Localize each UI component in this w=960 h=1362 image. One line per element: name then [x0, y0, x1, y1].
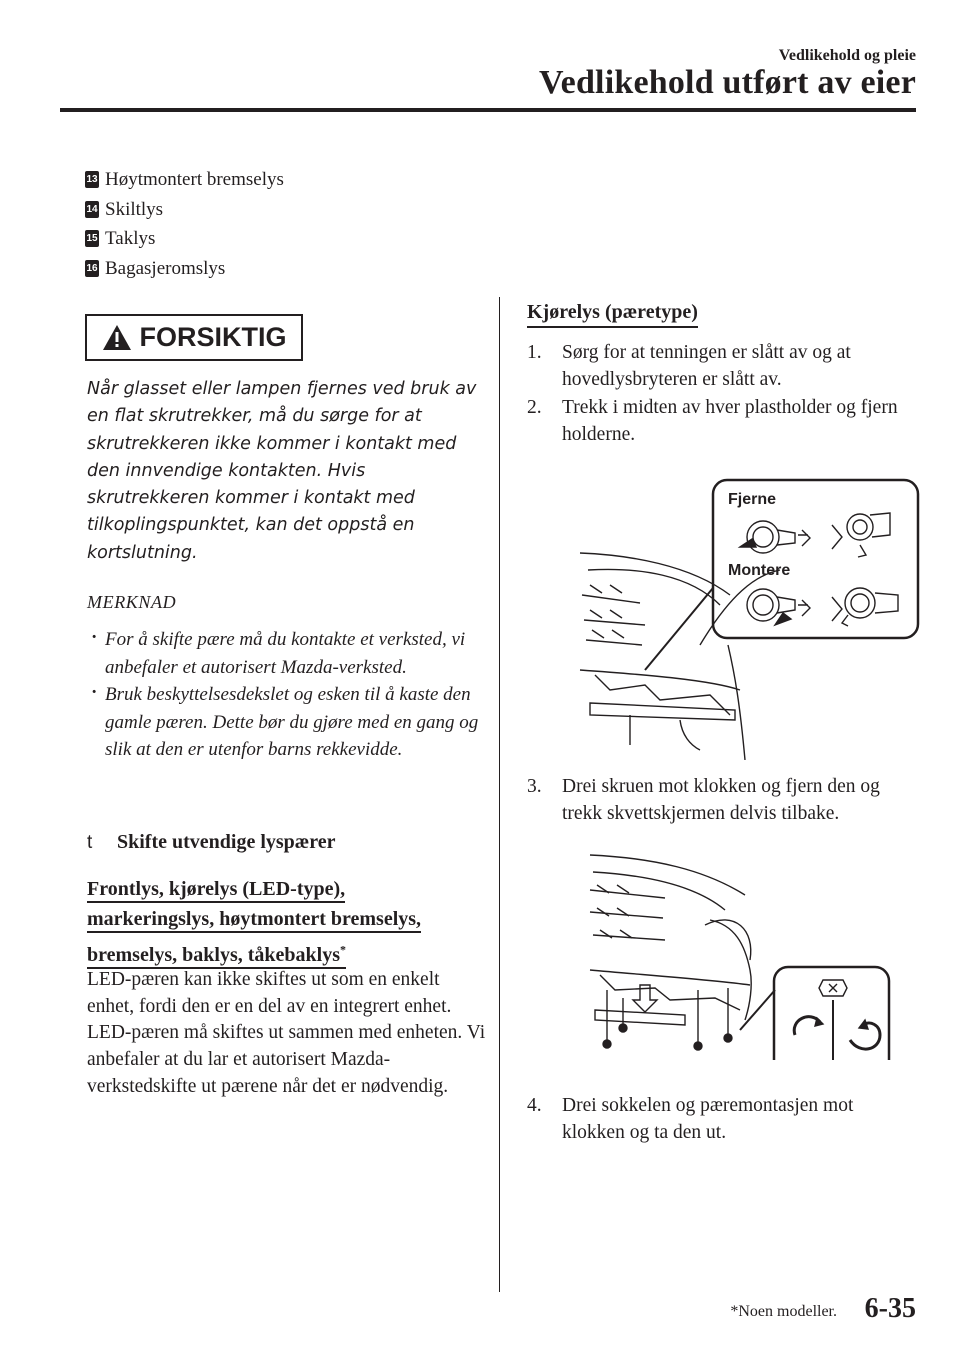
step-number: 1. [527, 342, 542, 363]
step-text: Trekk i midten av hver plastholder og fjern holderne. [562, 397, 898, 445]
step-text: Drei skruen mot klokken og fjern den og trekk skvettskjermen delvis tilbake. [562, 776, 880, 824]
legend-number: 14 [85, 201, 99, 218]
legend-label: Taklys [105, 228, 156, 249]
legend-item [85, 195, 284, 225]
model-footnote-mark: * [340, 942, 347, 956]
step-number: 4. [527, 1095, 542, 1116]
step-text: Drei sokkelen og pæremontasjen mot klokken og ta den ut. [562, 1095, 854, 1143]
note-title: MERKNAD [87, 592, 177, 612]
step-list-c [527, 1093, 917, 1146]
legend-number: 16 [85, 260, 99, 277]
header-rule [60, 108, 916, 112]
led-paragraph: LED-pæren må skiftes ut sammen med enheten. Vi anbefaler at du lar et autorisert Mazda-verkstedskifte ut pærene når det er nødvendig. [87, 1022, 486, 1097]
led-heading-line-text: bremselys, baklys, tåkebaklys [87, 943, 341, 966]
led-heading-line: markeringslys, høytmontert bremselys, [87, 908, 421, 933]
step [527, 340, 917, 393]
step-number: 3. [527, 776, 542, 797]
step [527, 1093, 917, 1146]
lamp-legend [85, 165, 284, 283]
footnote: *Noen modeller. [730, 1303, 837, 1320]
section-title: Vedlikehold utført av eier [539, 64, 916, 101]
caution-text: Når glasset eller lampen fjernes ved bruk av en flat skrutrekker, må du sørge for at skrutrekkeren ikke kommer i kontakt med den innvendige kontakten. Hvis skrutrekkeren kommer i kontakt med tilkoplingspunktet, kan det oppstå en kortslutning. [87, 379, 477, 563]
caution-label: FORSIKTIG [139, 322, 287, 352]
step-number: 2. [527, 397, 542, 418]
remove-label: Fjerne [728, 491, 777, 508]
step-text: Sørg for at tenningen er slått av og at hovedlysbryteren er slått av. [562, 342, 851, 390]
section-heading-text: Skifte utvendige lyspærer [117, 831, 336, 853]
legend-item [85, 165, 284, 195]
column-divider [499, 297, 500, 1292]
legend-item [85, 224, 284, 254]
legend-label: Bagasjeromslys [105, 257, 226, 279]
led-body [87, 967, 487, 1101]
led-heading [87, 874, 421, 970]
step-list-b [527, 774, 917, 827]
legend-number: 15 [85, 230, 99, 247]
led-heading-line [87, 944, 346, 969]
note-item: · Bruk beskyttelsesdekslet og esken til å kaste den gamle pæren. Dette bør du gjøre med en gang og slik at den er utenfor barns rekkevidde. [87, 681, 487, 764]
install-label: Montere [728, 562, 791, 579]
clip-removal-figure [570, 475, 920, 760]
led-paragraph: LED-pæren kan ikke skiftes ut som en enkelt enhet, fordi den er en del av en integrert enhet. [87, 969, 452, 1017]
legend-number: 13 [85, 171, 99, 188]
drl-heading [527, 301, 698, 324]
caution-box [85, 314, 303, 361]
step [527, 774, 917, 827]
chapter-title: Vedlikehold og pleie [778, 47, 916, 64]
led-heading-line: Frontlys, kjørelys (LED-type), [87, 878, 345, 903]
legend-item [85, 254, 284, 284]
warning-icon [102, 324, 132, 351]
screw-removal-figure [585, 850, 895, 1060]
step [527, 395, 917, 448]
drl-heading-text: Kjørelys (pæretype) [527, 301, 698, 328]
note-item: · For å skifte pære må du kontakte et verksted, vi anbefaler et autorisert Mazda-verksted. [87, 626, 487, 681]
section-bullet: t [87, 831, 93, 853]
step-list-a [527, 340, 917, 448]
page-number: 6-35 [864, 1293, 916, 1324]
legend-label: Skiltlys [105, 198, 164, 220]
note-list [87, 626, 487, 764]
section-heading [87, 831, 336, 854]
legend-label: Høytmontert bremselys [105, 169, 284, 190]
